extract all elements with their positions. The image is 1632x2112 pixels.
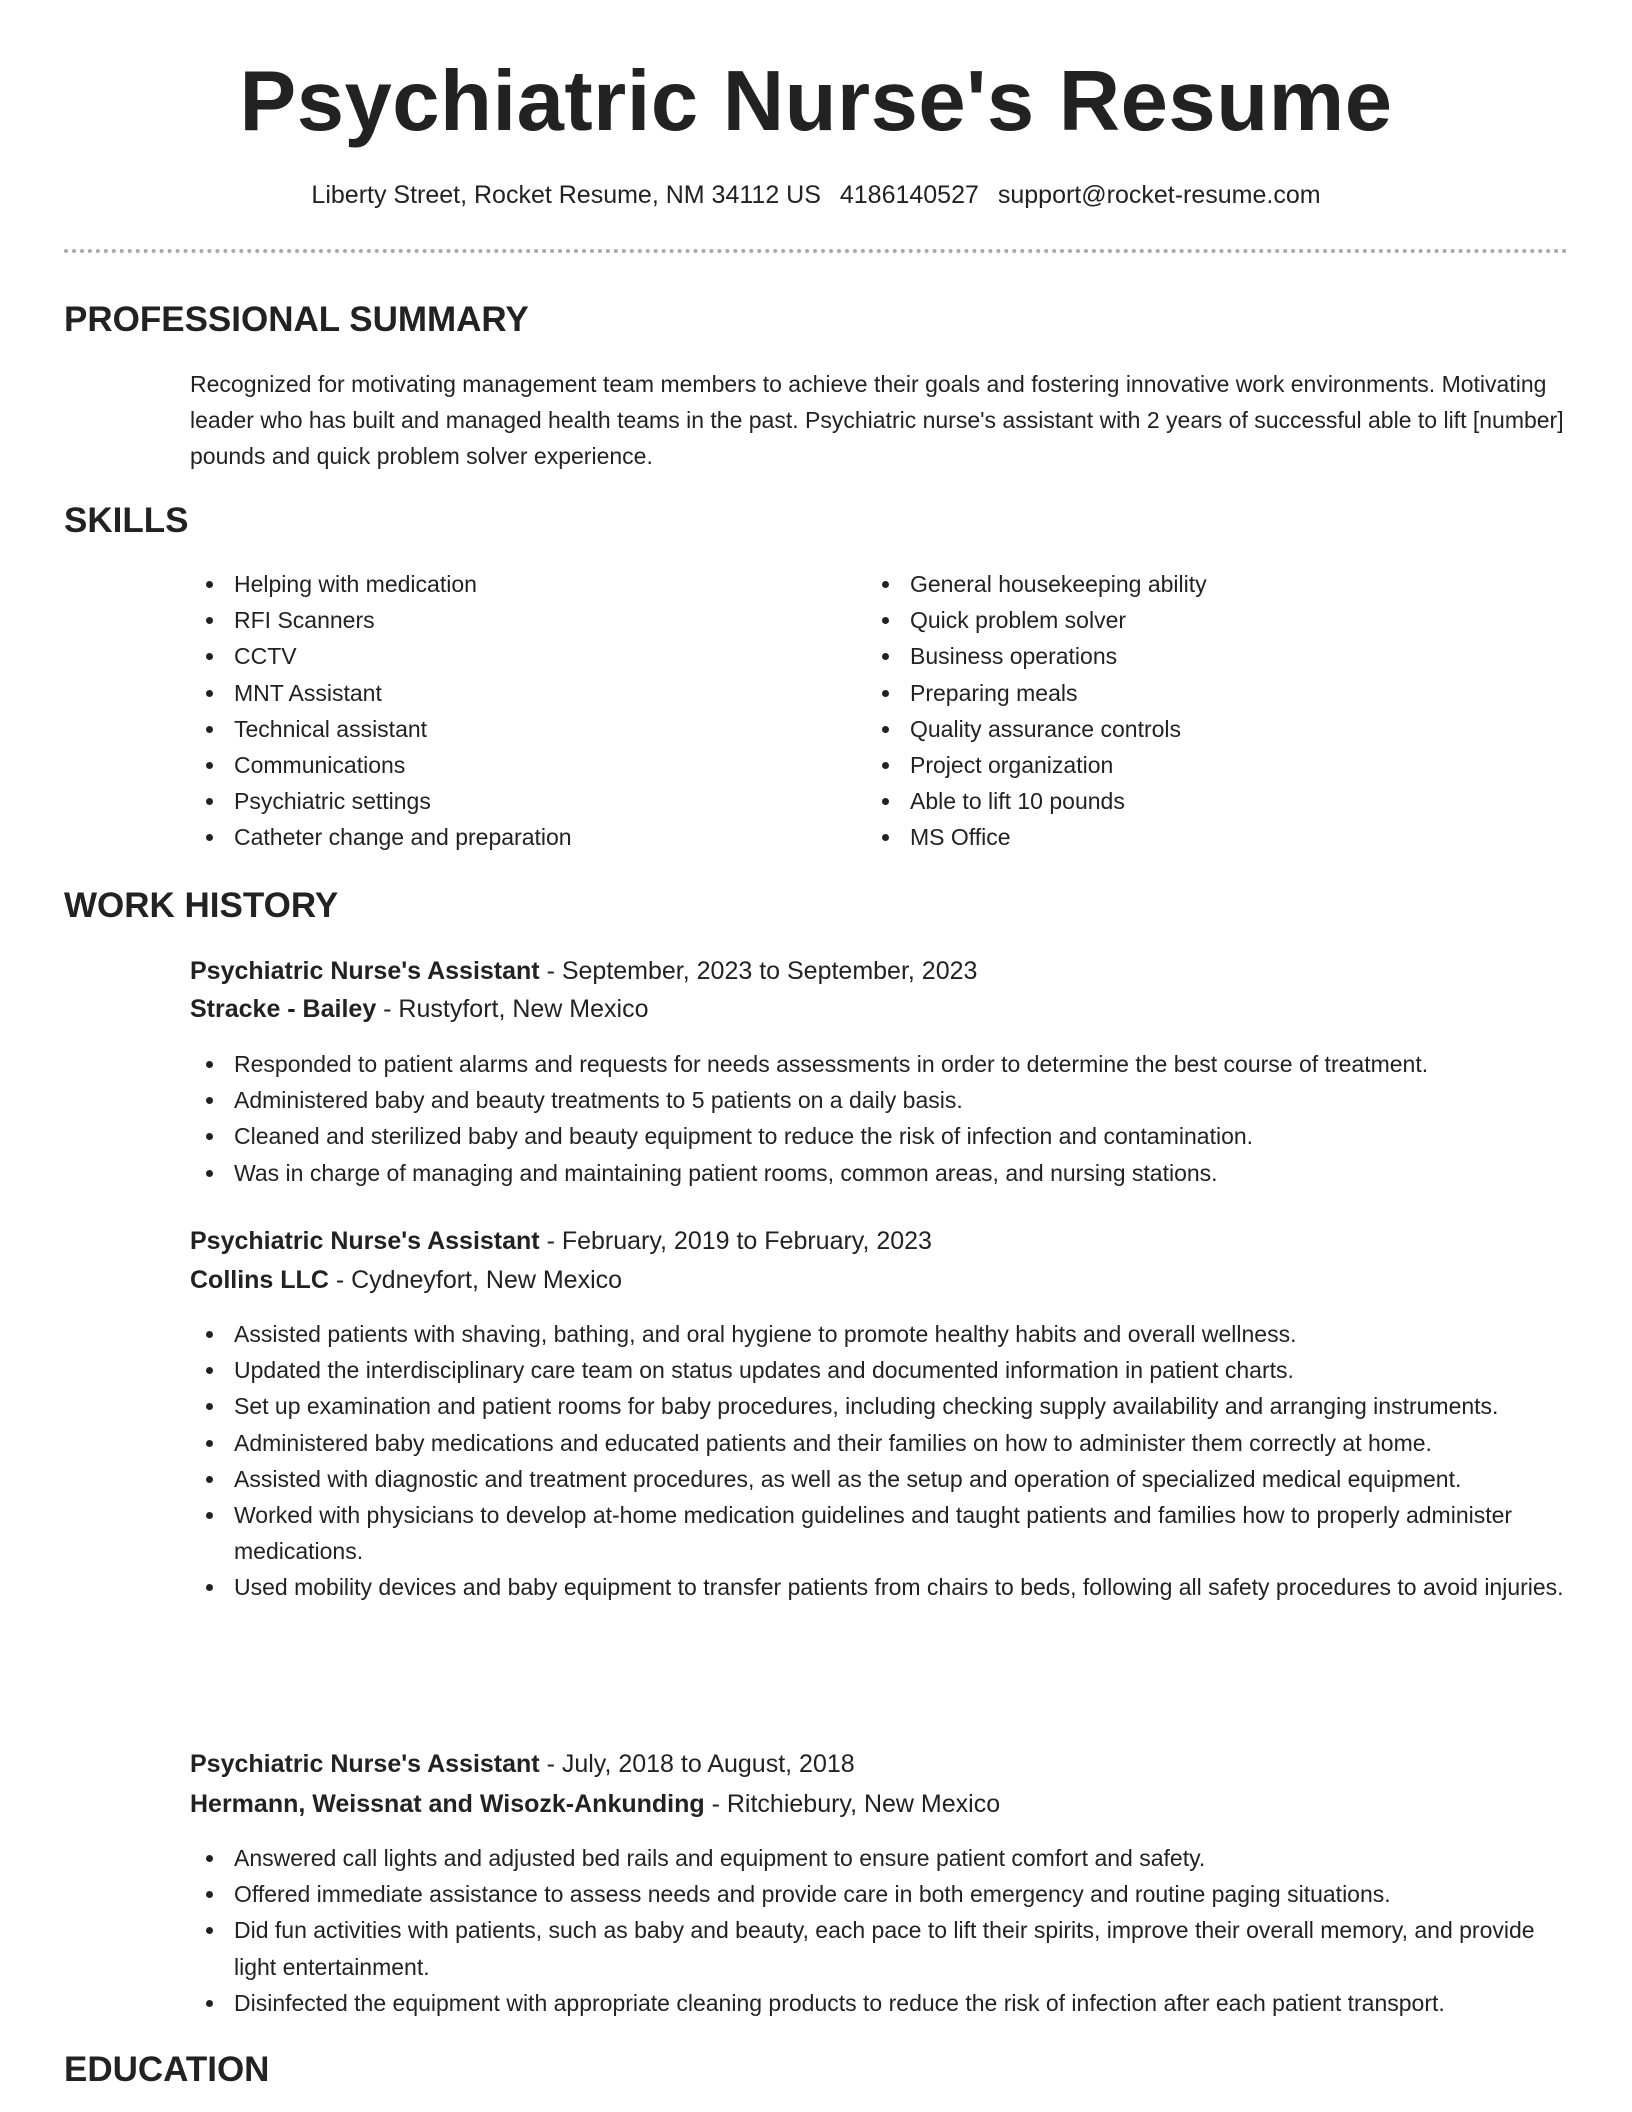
skill-item: Communications bbox=[190, 747, 830, 783]
job-duty-item: Offered immediate assistance to assess needs and provide care in both emergency and routine paging situations. bbox=[190, 1876, 1570, 1912]
job-duty-item: Did fun activities with patients, such as baby and beauty, each pace to lift their spirits, improve their overall memory, and provide light entertainment. bbox=[190, 1912, 1570, 1984]
education-heading: EDUCATION bbox=[64, 2050, 270, 2089]
skill-item: RFI Scanners bbox=[190, 602, 830, 638]
job-duty-item: Answered call lights and adjusted bed rails and equipment to ensure patient comfort and safety. bbox=[190, 1840, 1570, 1876]
job-duty-item: Disinfected the equipment with appropriate cleaning products to reduce the risk of infection after each patient transport. bbox=[190, 1985, 1570, 2021]
job-title: Psychiatric Nurse's Assistant bbox=[190, 957, 540, 985]
job-duties-list bbox=[190, 1840, 1570, 2021]
skill-item: Technical assistant bbox=[190, 711, 830, 747]
skill-item: General housekeeping ability bbox=[866, 566, 1506, 602]
job-duty-item: Cleaned and sterilized baby and beauty equipment to reduce the risk of infection and contamination. bbox=[190, 1118, 1570, 1154]
job-title: Psychiatric Nurse's Assistant bbox=[190, 1227, 540, 1255]
skill-item: Business operations bbox=[866, 638, 1506, 674]
job-dates: - February, 2019 to February, 2023 bbox=[539, 1227, 932, 1255]
job-title-line bbox=[190, 1223, 932, 1259]
contact-info bbox=[0, 178, 1632, 212]
skill-item: Project organization bbox=[866, 747, 1506, 783]
job-company: Collins LLC bbox=[190, 1266, 329, 1294]
job-dates: - July, 2018 to August, 2018 bbox=[539, 1750, 855, 1778]
job-company-line bbox=[190, 1786, 1000, 1822]
job-company: Stracke - Bailey bbox=[190, 995, 377, 1023]
skill-item: Preparing meals bbox=[866, 675, 1506, 711]
job-duty-item: Assisted with diagnostic and treatment procedures, as well as the setup and operation of specialized medical equipment. bbox=[190, 1461, 1570, 1497]
job-title-line bbox=[190, 953, 977, 989]
contact-email: support@rocket-resume.com bbox=[997, 181, 1321, 209]
skill-item: Helping with medication bbox=[190, 566, 830, 602]
job-company-line bbox=[190, 991, 649, 1027]
job-dates: - September, 2023 to September, 2023 bbox=[539, 957, 978, 985]
job-duties-list bbox=[190, 1316, 1570, 1606]
job-location: - Rustyfort, New Mexico bbox=[376, 995, 649, 1023]
skill-item: Able to lift 10 pounds bbox=[866, 783, 1506, 819]
skill-item: Catheter change and preparation bbox=[190, 819, 830, 855]
skill-item: Quick problem solver bbox=[866, 602, 1506, 638]
contact-phone: 4186140527 bbox=[839, 181, 979, 209]
skills-heading: SKILLS bbox=[64, 501, 189, 540]
resume-title: Psychiatric Nurse's Resume bbox=[239, 54, 1393, 149]
skill-item: MS Office bbox=[866, 819, 1506, 855]
job-duty-item: Used mobility devices and baby equipment to transfer patients from chairs to beds, following all safety procedures to avoid injuries. bbox=[190, 1569, 1570, 1605]
job-company: Hermann, Weissnat and Wisozk-Ankunding bbox=[190, 1790, 705, 1818]
header-divider bbox=[64, 249, 1568, 253]
job-duty-item: Updated the interdisciplinary care team on status updates and documented information in patient charts. bbox=[190, 1352, 1570, 1388]
summary-text: Recognized for motivating management team members to achieve their goals and fostering innovative work environments. Motivating leader who has built and managed health teams in the past. Psychiatric nurse's assistant with 2 years of successful able to lift [number] pounds and quick problem solver experience. bbox=[190, 371, 1564, 469]
job-duty-item: Responded to patient alarms and requests for needs assessments in order to determine the best course of treatment. bbox=[190, 1046, 1570, 1082]
job-duty-item: Was in charge of managing and maintaining patient rooms, common areas, and nursing stations. bbox=[190, 1155, 1570, 1191]
skills-list-right bbox=[866, 566, 1506, 856]
job-location: - Ritchiebury, New Mexico bbox=[704, 1790, 1001, 1818]
job-duty-item: Set up examination and patient rooms for baby procedures, including checking supply availability and arranging instruments. bbox=[190, 1388, 1570, 1424]
job-location: - Cydneyfort, New Mexico bbox=[328, 1266, 623, 1294]
job-duty-item: Worked with physicians to develop at-home medication guidelines and taught patients and families how to properly administer medications. bbox=[190, 1497, 1570, 1569]
job-duty-item: Administered baby medications and educated patients and their families on how to administer them correctly at home. bbox=[190, 1425, 1570, 1461]
skill-item: Quality assurance controls bbox=[866, 711, 1506, 747]
job-title: Psychiatric Nurse's Assistant bbox=[190, 1750, 540, 1778]
work-history-heading: WORK HISTORY bbox=[64, 886, 339, 925]
job-company-line bbox=[190, 1262, 622, 1298]
contact-address: Liberty Street, Rocket Resume, NM 34112 US bbox=[311, 181, 821, 209]
skill-item: CCTV bbox=[190, 638, 830, 674]
skill-item: MNT Assistant bbox=[190, 675, 830, 711]
job-duty-item: Assisted patients with shaving, bathing, and oral hygiene to promote healthy habits and overall wellness. bbox=[190, 1316, 1570, 1352]
skills-list-left bbox=[190, 566, 830, 856]
job-title-line bbox=[190, 1746, 855, 1782]
skill-item: Psychiatric settings bbox=[190, 783, 830, 819]
job-duties-list bbox=[190, 1046, 1570, 1191]
job-duty-item: Administered baby and beauty treatments to 5 patients on a daily basis. bbox=[190, 1082, 1570, 1118]
summary-heading: PROFESSIONAL SUMMARY bbox=[64, 300, 529, 339]
